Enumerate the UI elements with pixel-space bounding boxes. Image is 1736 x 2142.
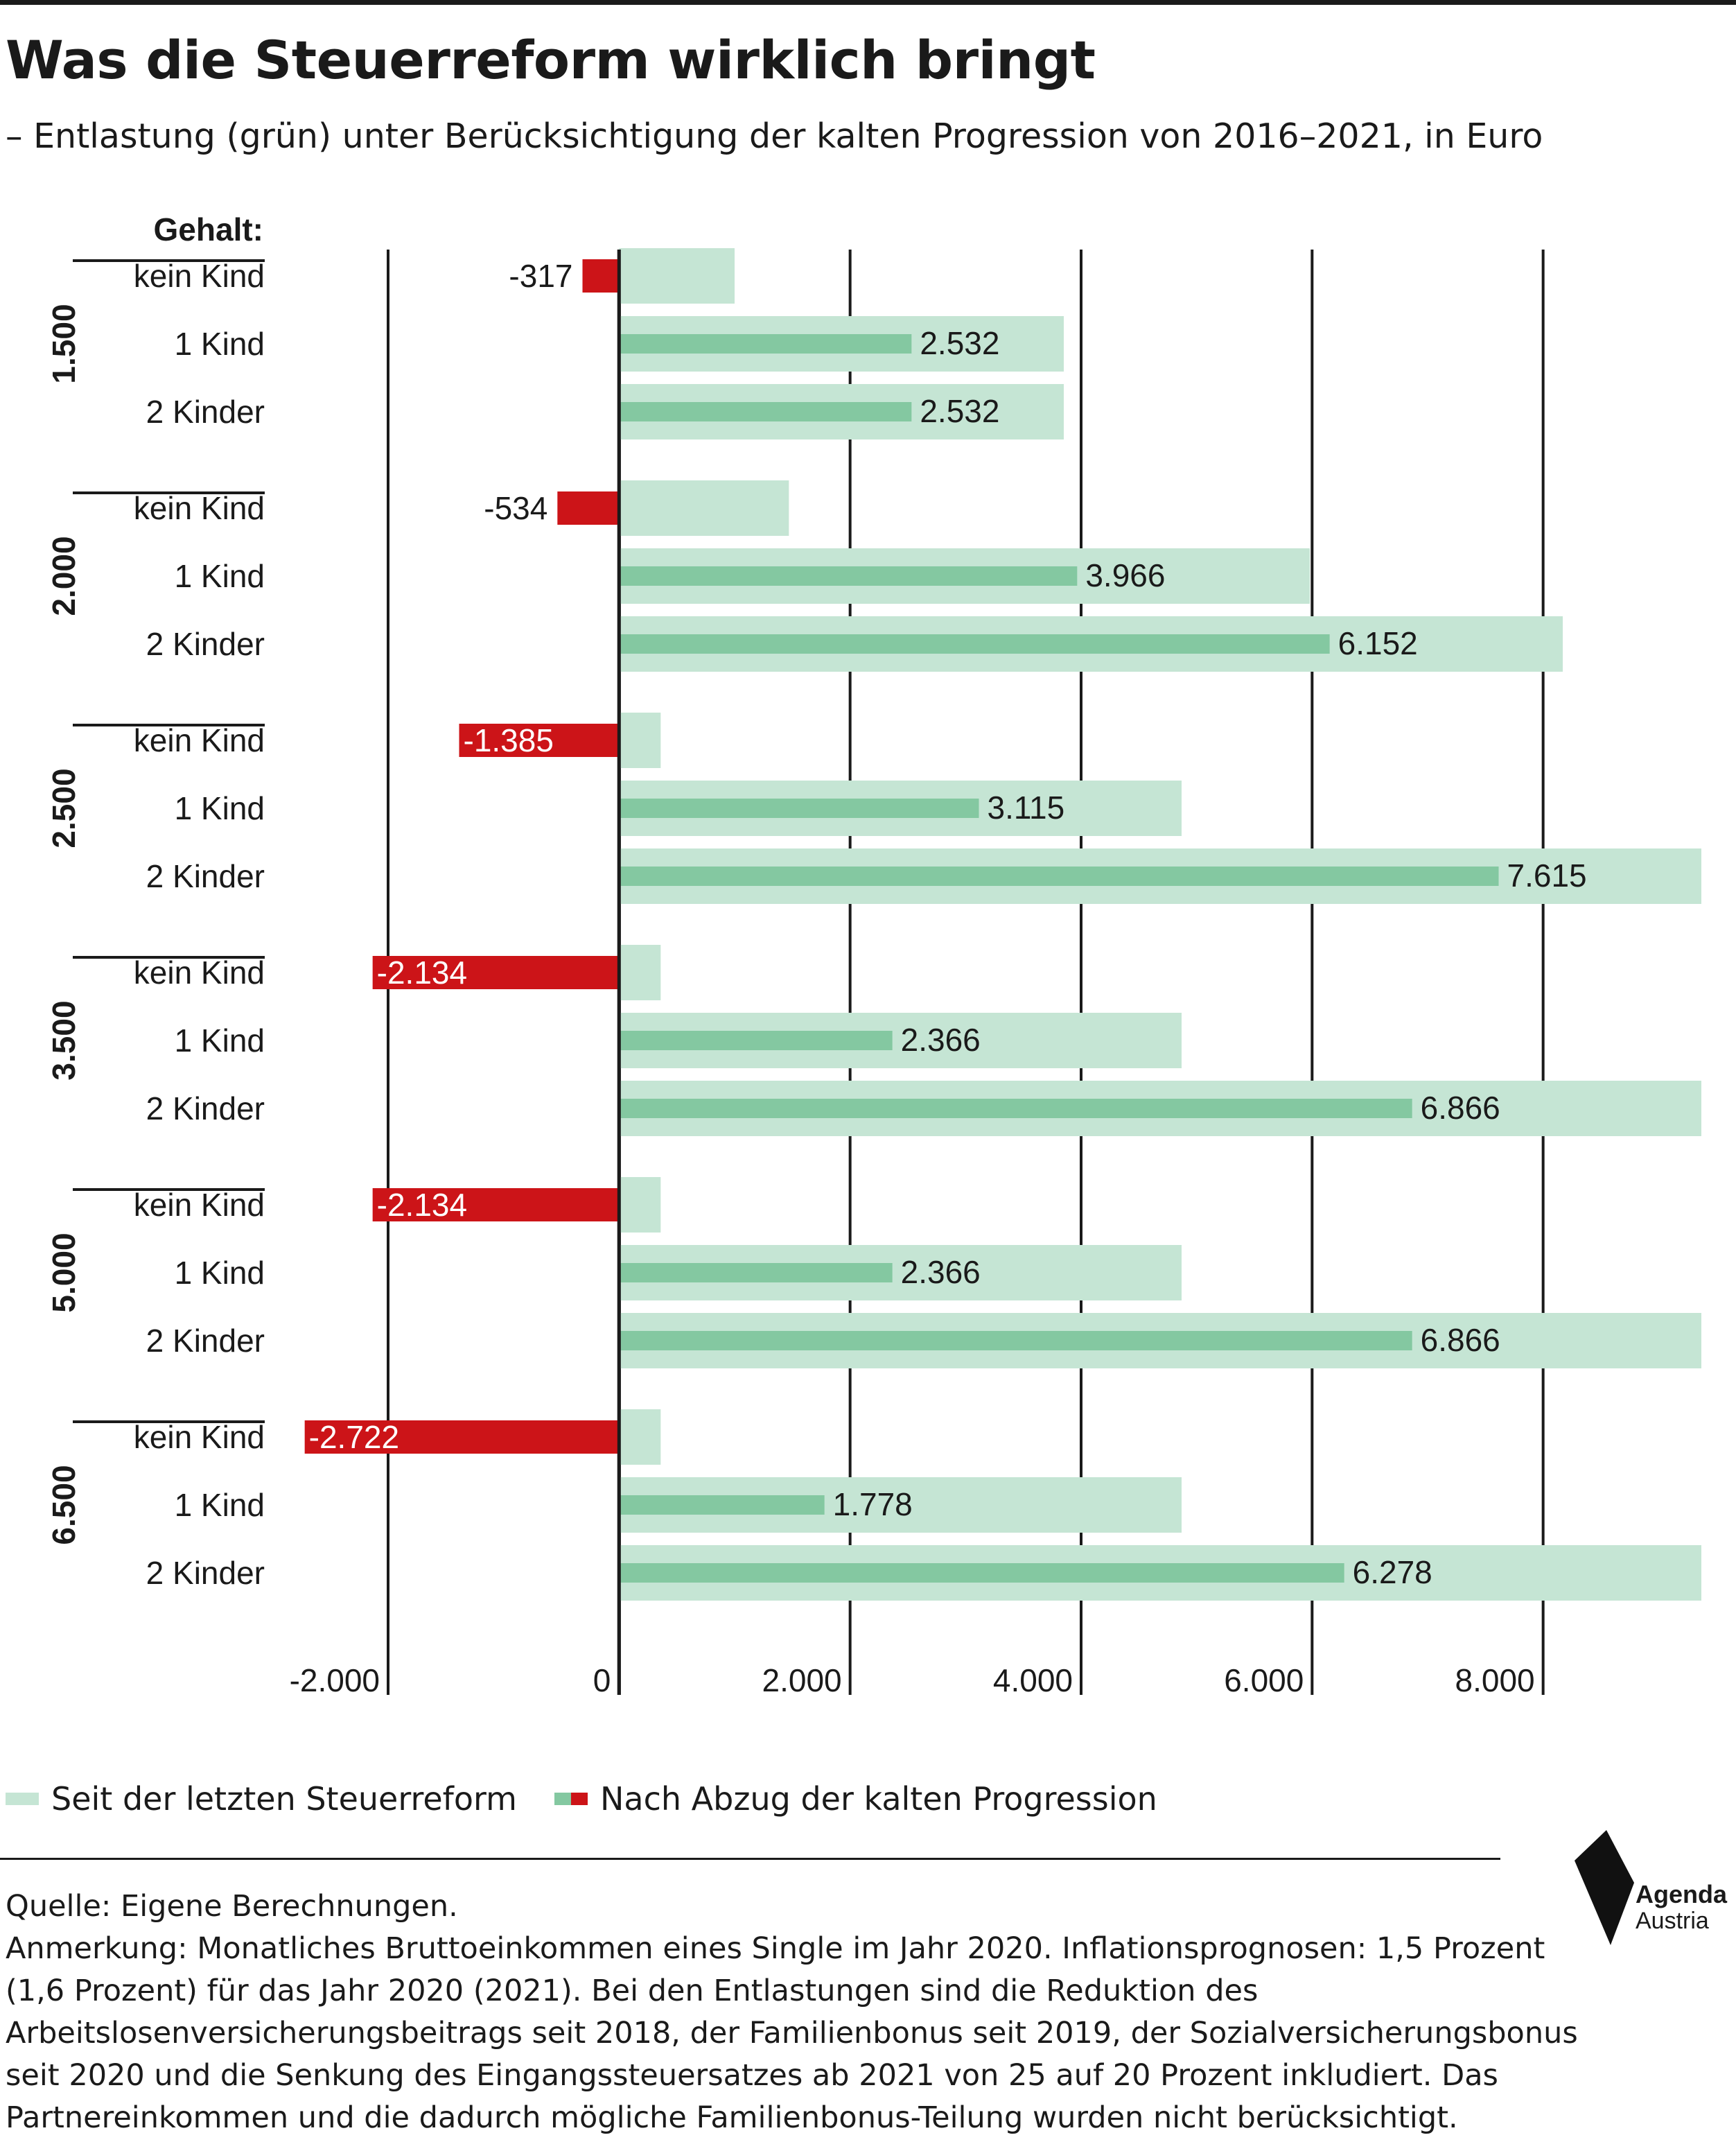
data-label: 2.532 (920, 325, 1000, 361)
logo-mark-icon (1566, 1830, 1636, 1948)
net-bar (619, 1563, 1344, 1583)
source-note: Quelle: Eigene Berechnungen. (6, 1889, 458, 1924)
total-bar (619, 713, 660, 768)
total-bar (619, 480, 789, 536)
data-label: 6.866 (1420, 1090, 1500, 1126)
group-label: 6.500 (46, 1465, 82, 1545)
bar-chart (0, 201, 1736, 1768)
legend-label-series1: Seit der letzten Steuerreform (51, 1780, 517, 1818)
category-label: kein Kind (133, 722, 265, 758)
group-label: 5.000 (46, 1233, 82, 1313)
agenda-austria-logo (1566, 1830, 1736, 1948)
x-tick-label: 8.000 (1455, 1662, 1535, 1698)
methodology-note: Anmerkung: Monatliches Bruttoeinkommen eines Single im Jahr 2020. Inflationsprognosen: 1,5 Prozent (1,6 Prozent) für das Jahr 2020 (2021). Bei den Entlastungen sind die Reduktion des Arbeitslosenversicherungsbeitrags seit 2018, der Familienbonus seit 2019, der Sozialversicherungsbonus seit 2020 und die Senkung des Eingangssteuersatzes ab 2021 von 25 auf 20 Prozent inkludiert. Das Partnereinkommen und die dadurch mögliche Familienbonus-Teilung wurden nicht berücksichtigt. (6, 1931, 1578, 2135)
x-tick-label: 2.000 (762, 1662, 842, 1698)
category-label: 2 Kinder (146, 1323, 265, 1359)
category-label: 2 Kinder (146, 1090, 265, 1126)
net-bar-negative (557, 491, 619, 525)
net-bar (619, 634, 1329, 654)
data-label: -2.134 (376, 1187, 468, 1223)
category-label: 1 Kind (174, 1487, 265, 1523)
top-rule (0, 0, 1736, 5)
category-label: 1 Kind (174, 1255, 265, 1291)
legend-item-series1 (6, 1780, 517, 1818)
category-label: 1 Kind (174, 790, 265, 826)
net-bar (619, 402, 911, 421)
category-label: 2 Kinder (146, 394, 265, 430)
data-label: -534 (484, 490, 548, 526)
category-label: 2 Kinder (146, 626, 265, 662)
category-label: 1 Kind (174, 1022, 265, 1059)
legend-label-series2: Nach Abzug der kalten Progression (600, 1780, 1157, 1818)
category-label: kein Kind (133, 490, 265, 526)
total-bar (619, 1409, 660, 1465)
category-label: 1 Kind (174, 326, 265, 362)
category-label: kein Kind (133, 1419, 265, 1455)
legend-item-series2 (554, 1780, 1157, 1818)
x-tick-label: 6.000 (1224, 1662, 1304, 1698)
data-label: -1.385 (463, 722, 554, 758)
category-label: kein Kind (133, 955, 265, 991)
footer (6, 1886, 1579, 2139)
category-label: kein Kind (133, 258, 265, 294)
net-bar (619, 334, 911, 354)
data-label: 6.278 (1352, 1554, 1432, 1590)
net-bar (619, 867, 1498, 886)
category-label: 1 Kind (174, 558, 265, 594)
group-header-label: Gehalt: (153, 211, 263, 247)
net-bar (619, 1331, 1412, 1350)
data-label: 3.966 (1085, 557, 1166, 593)
group-label: 1.500 (46, 304, 82, 384)
group-label: 3.500 (46, 1000, 82, 1081)
net-bar (619, 1263, 892, 1282)
data-label: 2.366 (900, 1022, 981, 1058)
chart-subtitle: – Entlastung (grün) unter Berücksichtigung der kalten Progression von 2016–2021, in Euro (6, 116, 1543, 156)
data-label: 2.366 (900, 1254, 981, 1290)
data-label: -2.722 (308, 1419, 400, 1455)
data-label: 6.152 (1338, 625, 1418, 661)
data-label: 3.115 (987, 790, 1065, 826)
net-bar-negative (583, 259, 620, 293)
total-bar (619, 945, 660, 1000)
category-label: 2 Kinder (146, 858, 265, 894)
total-bar (619, 1177, 660, 1233)
total-bar (619, 248, 735, 304)
chart-title: Was die Steuerreform wirklich bringt (6, 29, 1096, 91)
net-bar (619, 799, 979, 818)
legend-swatch-light-green (6, 1793, 39, 1805)
net-bar (619, 1099, 1412, 1118)
legend-swatch-green-red (554, 1793, 588, 1805)
bottom-rule (0, 1858, 1500, 1860)
x-tick-label: -2.000 (289, 1662, 380, 1698)
data-label: -2.134 (376, 955, 468, 991)
data-label: 6.866 (1420, 1322, 1500, 1358)
net-bar (619, 566, 1077, 586)
net-bar (619, 1031, 892, 1050)
data-label: 7.615 (1507, 857, 1587, 894)
logo-text-austria: Austria (1636, 1908, 1709, 1934)
x-tick-label: 0 (593, 1662, 611, 1698)
data-label: 2.532 (920, 393, 1000, 429)
data-label: -317 (509, 258, 573, 294)
net-bar (619, 1495, 824, 1515)
category-label: kein Kind (133, 1187, 265, 1223)
data-label: 1.778 (832, 1486, 913, 1522)
category-label: 2 Kinder (146, 1555, 265, 1591)
logo-text-agenda: Agenda (1636, 1880, 1728, 1908)
group-label: 2.000 (46, 536, 82, 616)
group-label: 2.500 (46, 768, 82, 848)
x-tick-label: 4.000 (992, 1662, 1073, 1698)
